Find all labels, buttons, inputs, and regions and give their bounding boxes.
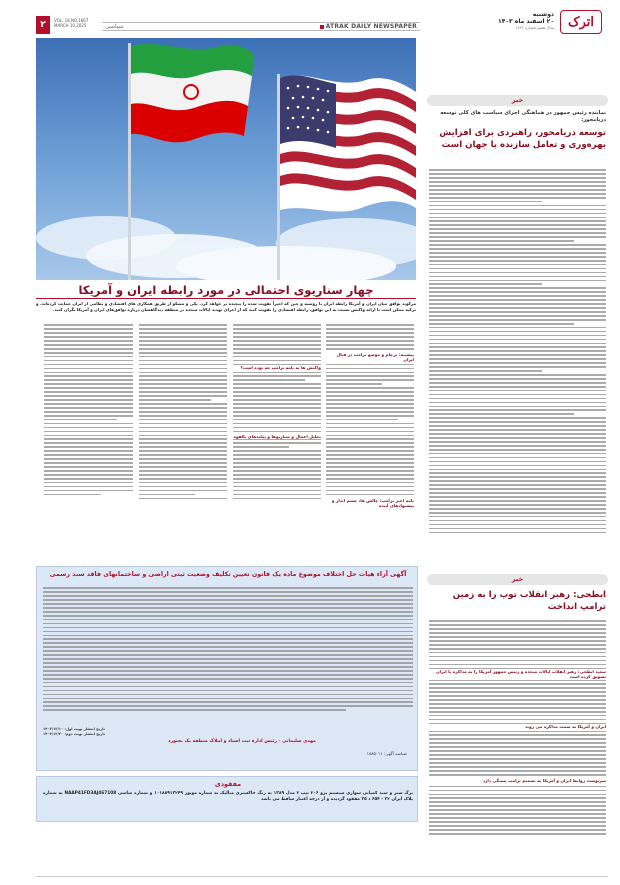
news-box-2 [427, 574, 608, 874]
flags-photo [36, 38, 416, 280]
lead-subhead-4: تحلیل اعمال و سناریوها و پیامدهای بالقوه [233, 434, 321, 439]
legal-notice-ad [36, 566, 418, 771]
news-box-1-label: خبر [427, 95, 608, 106]
news-box-2-subhead-2: ایران و آمریکا به سمت مذاکره می روند [429, 724, 606, 729]
lead-subhead-2: واکنش ها به نامه ترامپ چه بوده است؟ [233, 365, 321, 370]
lost-notice-title[interactable]: مفقودی [214, 780, 242, 788]
news-box-2-subhead-3: سرنوشت روابط ایران و آمریکا به تصمیم ترامپ بستگی دارد [429, 778, 606, 783]
legal-notice-body [43, 585, 413, 720]
legal-notice-date-second: تاریخ انتشار نوبت دوم: ۱۴۰۳/۱۲/۲۰ [43, 731, 105, 736]
date-english: MARCH 10,2025 [54, 23, 87, 28]
news-box-2-label: خبر [427, 574, 608, 585]
news-box-2-subhead-1: سعید ابطحی: رهبر انقلاب ایالات متحده و رئیس جمهور آمریکا را به مذاکره با ایران تشویق کرده است [429, 669, 606, 680]
legal-notice-date-first: تاریخ انتشار نوبت اول: ۱۴۰۳/۱۲/۱۰ [43, 727, 105, 731]
news-box-2-body [429, 618, 606, 870]
legal-notice-signature: مهدی سلیمانی - رئیس اداره ثبت اسناد و املاک منطقه یک بجنورد [168, 739, 316, 744]
legal-notice-title[interactable]: آگهی آراء هیات حل اختلاف موضوع ماده یک قانون تعیین تکلیف وضعیت ثبتی اراضی و ساختمانهای فاقد سند رسمی [49, 571, 407, 578]
legal-notice-shenase: شناسه آگهی: ۱۸۸۵۰۱۱ [366, 751, 407, 756]
legal-notice-dates [43, 727, 163, 736]
lead-headline-rule [36, 298, 416, 299]
logo [560, 10, 602, 34]
masthead-square-icon [320, 25, 324, 29]
lead-intro: مرکوند توافق میان ایران و آمریکا رابطه ایران با روسیه و چین که اخیراً تقویت شده را پیچیده تر خواهد کرد. یکی و مسکو از طریق همکاری های اقتصادی و نظامی از ایران حمایت کرده‌اند. و ترکیه ممکن است با ارائه واکنش نسبت به این توافق، رابطه اقتصادی را تقویت کنند که از اجرای تهدید ایالات متحده در منطقه دیدگاهشان درباره توافق‌های ایران و آمریکا نگران کنند. [36, 301, 416, 312]
masthead-day: دوشنبه [532, 11, 554, 18]
lead-column-4 [44, 322, 133, 554]
bottom-rule [36, 876, 608, 877]
masthead-band [102, 22, 420, 31]
volume-info: VOL. 18,NO.1667 [54, 18, 89, 23]
lead-subhead-3: نامه اخیر ترامپ: چالش ها، چشم انداز و پیشنهادهای آینده [326, 498, 414, 508]
masthead-issue: سال هفتم شماره ۱۸۲۶ [515, 25, 554, 30]
lead-column-3 [139, 322, 227, 554]
news-box-1 [427, 95, 608, 570]
logo-block [462, 10, 602, 35]
news-box-2-headline[interactable]: ابطحی: رهبر انقلاب توپ را به زمین ترامپ انداخت [452, 590, 606, 613]
news-box-1-body [429, 167, 606, 565]
lead-headline[interactable]: چهار سناریوی احتمالی در مورد رابطه ایران و آمریکا [78, 283, 374, 297]
lost-notice-text: برگ سبز و سند کمپانی سواری سیستم پژو ۲۰۶ تیپ ۲ مدل ۱۳۸۹ به رنگ خاکستری متالیک به شماره موتور ۱۰۱۸۸۹۱۳۲۴۹ و شماره شاسی NAAP41FD3AJ467108 به شماره پلاک ایران ۳۲ - ۶۵۴ د ۳۵ مفقود گردیده و از درجه اعتبار ساقط می باشد [43, 791, 413, 802]
page-number: ۲ [40, 20, 46, 30]
lead-subhead-1: پیشینه: برجام و موضع ترامپ در قبال ایران [326, 352, 414, 362]
masthead-date: ۲۰ اسفند ماه ۱۴۰۳ [498, 18, 554, 25]
news-box-1-headline[interactable]: توسعه دریامحور، راهبردی برای افزایش بهره‌وری و تعامل سازنده با جهان است [439, 128, 606, 151]
newspaper-name: ATRAK DAILY NEWSPAPER [325, 23, 417, 30]
section-label: سیاسی [105, 23, 124, 30]
masthead [14, 10, 614, 36]
news-box-1-kicker: نماینده رئیس جمهور در هماهنگی اجرای سیاست های کلی توسعه دریامحور: [440, 110, 606, 124]
flags-illustration [36, 38, 416, 280]
page-number-box [36, 16, 50, 34]
logo-text: اترک [567, 14, 595, 30]
lost-notice [36, 776, 418, 822]
